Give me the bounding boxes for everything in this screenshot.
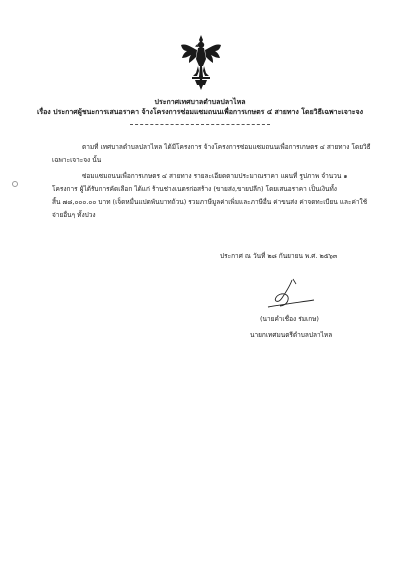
signer-name: (นายคำเชื่อง ร่มเกษ) (260, 315, 319, 323)
announcement-date: ประกาศ ณ วันที่ ๒๘ กันยายน พ.ศ. ๒๕๖๓ (220, 252, 338, 260)
paragraph2-line4: จ่ายอื่นๆ ทั้งปวง (52, 211, 96, 219)
divider-line (130, 124, 270, 125)
garuda-emblem-icon (178, 33, 224, 91)
document-subject: เรื่อง ประกาศผู้ชนะการเสนอราคา จ้างโครงการซ่อมแซมถนนเพื่อการเกษตร ๔ สายทาง โดยวิธีเฉพาะเจาะจง (36, 108, 364, 116)
paragraph1-line1: ตามที่ เทศบาลตำบลปลาไหล ได้มีโครงการ จ้างโครงการซ่อมแซมถนนเพื่อการเกษตร ๔ สายทาง โดยวิธี (82, 143, 371, 151)
paragraph2-line3: สิ้น ๗๘,๐๐๐.๐๐ บาท (เจ็ดหมื่นแปดพันบาทถ้วน) รวมภาษีมูลค่าเพิ่มและภาษีอื่น ค่าขนส่ง ค่าจดทะเบียน และค่าใช้ (52, 198, 368, 206)
paragraph2-line1: ซ่อมแซมถนนเพื่อการเกษตร ๔ สายทาง รายละเอียดตามประมาณราคา แผนที่ รูปภาพ จำนวน ๑ (82, 172, 348, 180)
document-title: ประกาศเทศบาลตำบลปลาไหล (154, 98, 246, 106)
paragraph2-line2: โครงการ ผู้ได้รับการคัดเลือก ได้แก่ ร้านช่างเนตรก่อสร้าง (ขายส่ง,ขายปลีก) โดยเสนอราคา เป็นเงินทั้ง (52, 185, 337, 193)
signature-mark (262, 276, 318, 312)
paragraph1-line2: เฉพาะเจาะจง นั้น (52, 156, 102, 164)
punch-hole-mark (12, 181, 18, 187)
signer-position: นายกเทศมนตรีตำบลปลาไหล (250, 331, 333, 339)
